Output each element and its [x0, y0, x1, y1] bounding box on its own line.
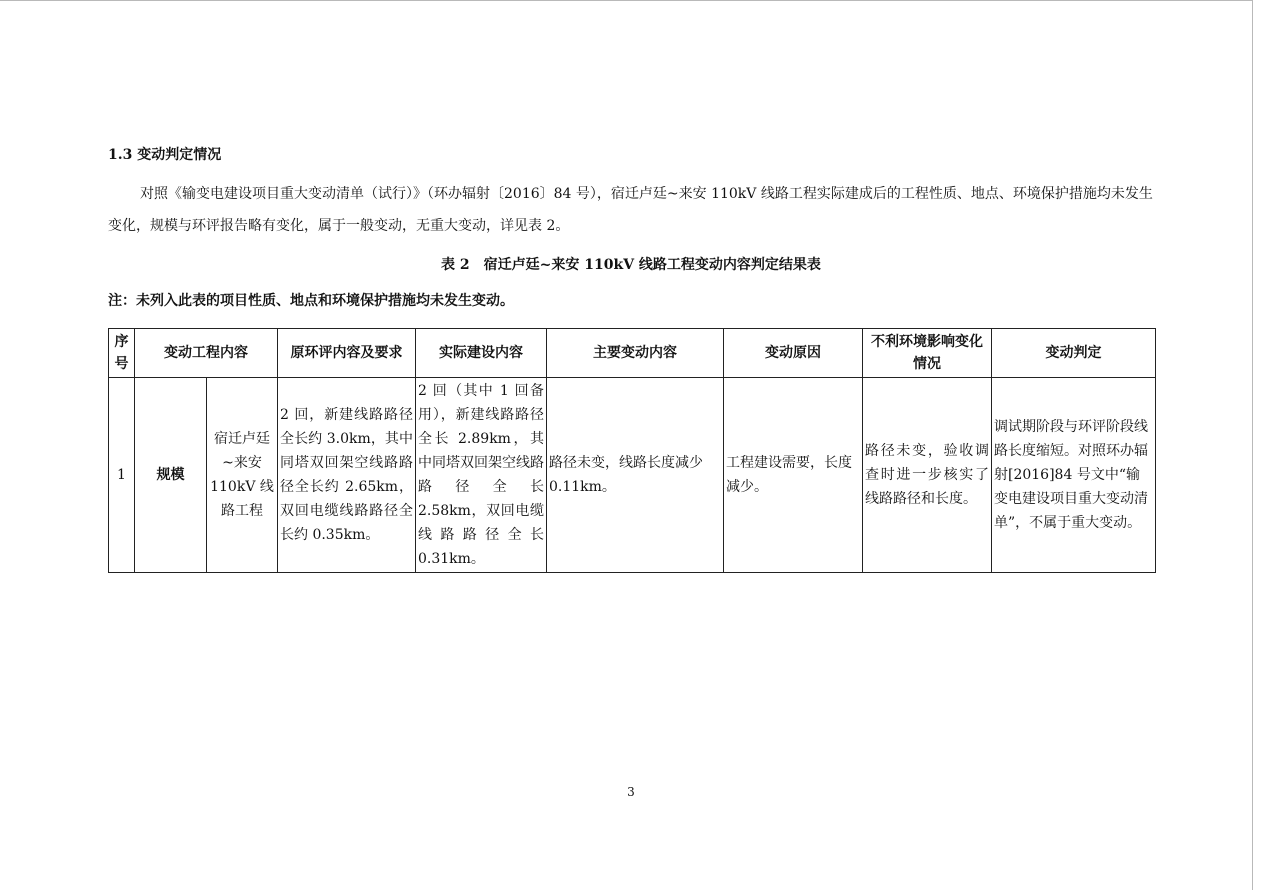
cell-project: 宿迁卢廷~来安110kV 线路工程	[207, 378, 278, 573]
header-actual-construction: 实际建设内容	[416, 329, 547, 378]
cell-main-change: 路径未变，线路长度减少 0.11km。	[547, 378, 724, 573]
header-reason: 变动原因	[724, 329, 863, 378]
header-env-impact: 不利环境影响变化情况	[863, 329, 992, 378]
cell-judgement: 调试期阶段与环评阶段线路长度缩短。对照环办辐射[2016]84 号文中“输变电建设项目重大变动清单”，不属于重大变动。	[992, 378, 1156, 573]
header-original-requirement: 原环评内容及要求	[278, 329, 416, 378]
table-row	[109, 378, 1156, 573]
change-judgement-table	[108, 328, 1156, 573]
cell-reason: 工程建设需要，长度减少。	[724, 378, 863, 573]
cell-seq: 1	[109, 378, 135, 573]
header-change-item: 变动工程内容	[135, 329, 278, 378]
cell-actual: 2 回（其中 1 回备用），新建线路路径全长 2.89km，其中同塔双回架空线路路径全长 2.58km，双回电缆线路路径全长 0.31km。	[416, 378, 547, 573]
table-header-row	[109, 329, 1156, 378]
header-seq: 序号	[109, 329, 135, 378]
section-heading: 1.3 变动判定情况	[108, 147, 222, 163]
section-paragraph: 对照《输变电建设项目重大变动清单（试行）》（环办辐射〔2016〕84 号），宿迁卢廷~来安 110kV 线路工程实际建成后的工程性质、地点、环境保护措施均未发生变化，规模与环评报告略有变化，属于一般变动，无重大变动，详见表 2。	[108, 186, 1153, 234]
cell-original: 2 回，新建线路路径全长约 3.0km，其中同塔双回架空线路路径全长约 2.65km，双回电缆线路路径全长约 0.35km。	[278, 378, 416, 573]
cell-env-impact: 路径未变，验收调查时进一步核实了线路路径和长度。	[863, 378, 992, 573]
header-judgement: 变动判定	[992, 329, 1156, 378]
header-main-change: 主要变动内容	[547, 329, 724, 378]
page-number: 3	[627, 785, 635, 799]
table-note: 注：未列入此表的项目性质、地点和环境保护措施均未发生变动。	[108, 293, 514, 309]
table-caption: 表 2 宿迁卢廷~来安 110kV 线路工程变动内容判定结果表	[441, 257, 821, 273]
cell-category: 规模	[135, 378, 207, 573]
